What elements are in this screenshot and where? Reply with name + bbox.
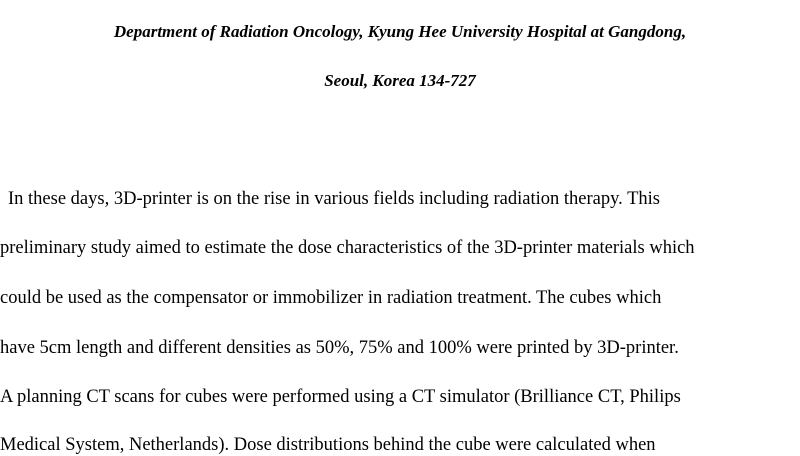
abstract-line: preliminary study aimed to estimate the dose characteristics of the 3D-printer materials which [0,238,695,258]
affiliation-line-2: Seoul, Korea 134-727 [324,71,476,90]
abstract-line: have 5cm length and different densities as 50%, 75% and 100% were printed by 3D-printer. [0,338,679,358]
abstract-line: could be used as the compensator or immobilizer in radiation treatment. The cubes which [0,288,662,308]
abstract-line: In these days, 3D-printer is on the rise in various fields including radiation therapy. This [8,189,660,209]
abstract-line: A planning CT scans for cubes were performed using a CT simulator (Brilliance CT, Philips [0,387,681,407]
affiliation-line-1: Department of Radiation Oncology, Kyung Hee University Hospital at Gangdong, [113,22,687,41]
abstract-line: Medical System, Netherlands). Dose distributions behind the cube were calculated when [0,435,656,455]
